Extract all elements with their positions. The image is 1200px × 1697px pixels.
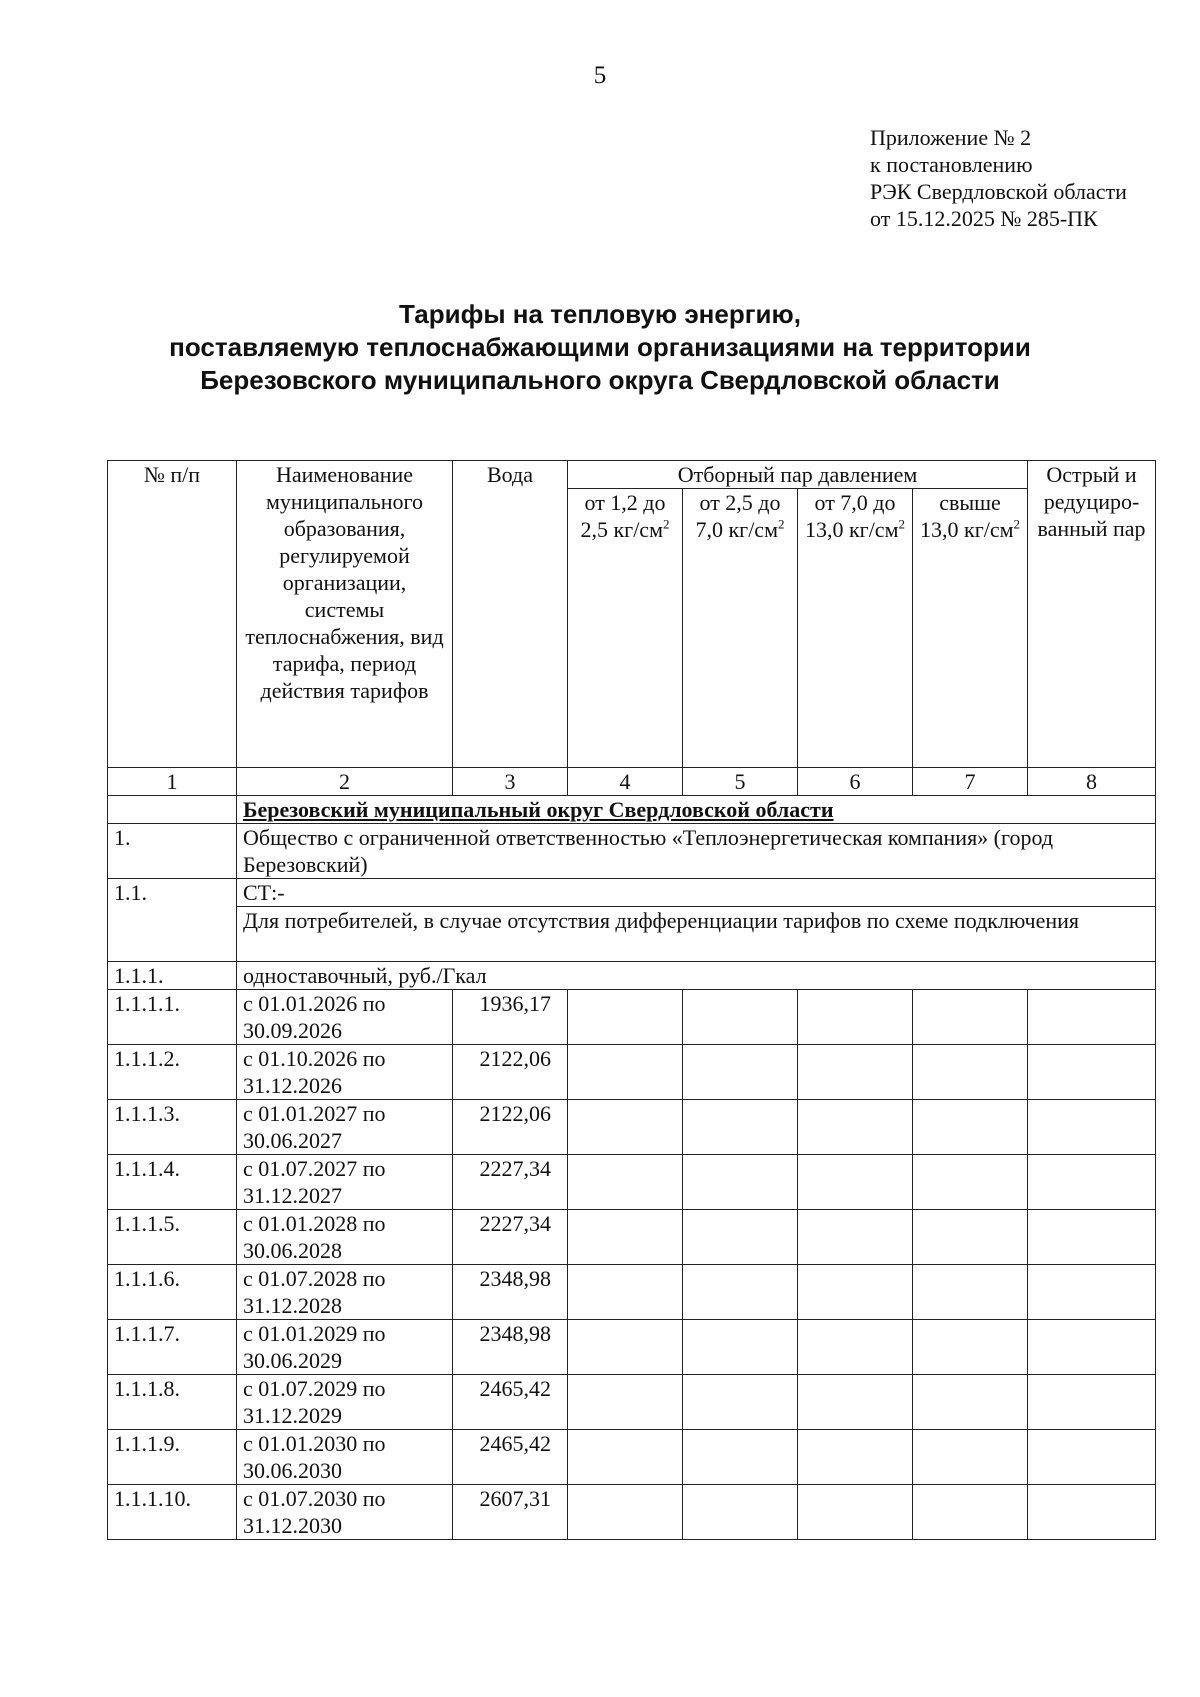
row-pressure-4-value bbox=[913, 1100, 1028, 1155]
section-num-cell bbox=[108, 796, 237, 824]
row-pressure-4-value bbox=[913, 1155, 1028, 1210]
row-pressure-1-value bbox=[568, 990, 683, 1045]
row-pressure-4-value bbox=[913, 1265, 1028, 1320]
row-period: с 01.07.2029 по 31.12.2029 bbox=[237, 1375, 453, 1430]
row-water-value: 2348,98 bbox=[453, 1320, 568, 1375]
row-pressure-4-value bbox=[913, 1375, 1028, 1430]
col-number: 3 bbox=[453, 768, 568, 796]
appendix-line-2: к постановлению bbox=[870, 152, 1033, 177]
page-number: 5 bbox=[593, 62, 607, 89]
header-steam-group: Отборный пар давлением bbox=[568, 461, 1028, 489]
row-pressure-1-value bbox=[568, 1045, 683, 1100]
row-pressure-4-value bbox=[913, 1485, 1028, 1540]
row-pressure-2-value bbox=[683, 1320, 798, 1375]
row-pressure-2-value bbox=[683, 990, 798, 1045]
row-pressure-1-value bbox=[568, 1155, 683, 1210]
col-number: 7 bbox=[913, 768, 1028, 796]
row-pressure-4-value bbox=[913, 1045, 1028, 1100]
row-period: с 01.01.2028 по 30.06.2028 bbox=[237, 1210, 453, 1265]
row-num: 1.1.1.9. bbox=[108, 1430, 237, 1485]
row-period: с 01.01.2030 по 30.06.2030 bbox=[237, 1430, 453, 1485]
row-pressure-2-value bbox=[683, 1210, 798, 1265]
row-pressure-3-value bbox=[798, 1045, 913, 1100]
row-pressure-1-value bbox=[568, 1320, 683, 1375]
row-water-value: 2227,34 bbox=[453, 1210, 568, 1265]
header-pressure-3-text: от 7,0 до 13,0 кг/см bbox=[804, 490, 899, 542]
title-line-2: поставляемую теплоснабжающими организациями на территории bbox=[169, 332, 1031, 362]
superscript-2: 2 bbox=[1013, 516, 1021, 532]
row-period: с 01.07.2027 по 31.12.2027 bbox=[237, 1155, 453, 1210]
row-pressure-2-value bbox=[683, 1430, 798, 1485]
col-number: 8 bbox=[1028, 768, 1156, 796]
row-pressure-2-value bbox=[683, 1485, 798, 1540]
row-sharp-steam-value bbox=[1028, 1045, 1156, 1100]
org-num: 1. bbox=[108, 824, 237, 879]
row-water-value: 2465,42 bbox=[453, 1375, 568, 1430]
col-number: 4 bbox=[568, 768, 683, 796]
row-num: 1.1.1.6. bbox=[108, 1265, 237, 1320]
tariff-rows bbox=[108, 990, 1156, 1540]
table-row bbox=[108, 1320, 1156, 1375]
header-pressure-1-text: от 1,2 до 2,5 кг/см bbox=[580, 490, 666, 542]
row-num: 1.1.1.1. bbox=[108, 990, 237, 1045]
col-number: 1 bbox=[108, 768, 237, 796]
row-water-value: 1936,17 bbox=[453, 990, 568, 1045]
table-row bbox=[108, 1485, 1156, 1540]
row-pressure-1-value bbox=[568, 1210, 683, 1265]
header-pressure-4 bbox=[913, 489, 1028, 768]
appendix-line-1: Приложение № 2 bbox=[870, 125, 1032, 150]
appendix-line-3: РЭК Свердловской области bbox=[870, 179, 1127, 204]
col-number: 5 bbox=[683, 768, 798, 796]
row-sharp-steam-value bbox=[1028, 1210, 1156, 1265]
table-row bbox=[108, 1045, 1156, 1100]
row-water-value: 2348,98 bbox=[453, 1265, 568, 1320]
row-pressure-1-value bbox=[568, 1265, 683, 1320]
table-row bbox=[108, 1375, 1156, 1430]
row-water-value: 2607,31 bbox=[453, 1485, 568, 1540]
header-name: Наименование муниципального образования, регулируемой организации, системы теплоснабжения, вид тарифа, период действия тарифов bbox=[237, 461, 453, 768]
row-period: с 01.01.2026 по 30.09.2026 bbox=[237, 990, 453, 1045]
header-pressure-4-text: свыше 13,0 кг/см bbox=[920, 490, 1014, 542]
row-pressure-3-value bbox=[798, 1265, 913, 1320]
superscript-2: 2 bbox=[898, 516, 905, 532]
row-pressure-4-value bbox=[913, 990, 1028, 1045]
row-pressure-3-value bbox=[798, 990, 913, 1045]
document-title bbox=[0, 298, 1200, 397]
table-row bbox=[108, 1265, 1156, 1320]
superscript-2: 2 bbox=[663, 516, 670, 532]
system-num: 1.1. bbox=[108, 879, 237, 962]
row-pressure-2-value bbox=[683, 1375, 798, 1430]
row-pressure-3-value bbox=[798, 1320, 913, 1375]
header-num: № п/п bbox=[108, 461, 237, 768]
table-row bbox=[108, 1100, 1156, 1155]
row-water-value: 2465,42 bbox=[453, 1430, 568, 1485]
title-line-1: Тарифы на тепловую энергию, bbox=[399, 299, 801, 329]
tariff-type-name: одноставочный, руб./Гкал bbox=[237, 962, 1156, 990]
org-row bbox=[108, 824, 1156, 879]
header-pressure-2 bbox=[683, 489, 798, 768]
table-row bbox=[108, 990, 1156, 1045]
table-row bbox=[108, 1210, 1156, 1265]
row-water-value: 2122,06 bbox=[453, 1100, 568, 1155]
row-num: 1.1.1.4. bbox=[108, 1155, 237, 1210]
row-pressure-3-value bbox=[798, 1485, 913, 1540]
table-row bbox=[108, 1430, 1156, 1485]
column-number-row bbox=[108, 768, 1156, 796]
row-sharp-steam-value bbox=[1028, 1265, 1156, 1320]
row-num: 1.1.1.8. bbox=[108, 1375, 237, 1430]
row-period: с 01.01.2029 по 30.06.2029 bbox=[237, 1320, 453, 1375]
row-pressure-4-value bbox=[913, 1320, 1028, 1375]
header-pressure-1 bbox=[568, 489, 683, 768]
row-pressure-2-value bbox=[683, 1100, 798, 1155]
row-num: 1.1.1.7. bbox=[108, 1320, 237, 1375]
consumers-row bbox=[108, 907, 1156, 962]
row-num: 1.1.1.10. bbox=[108, 1485, 237, 1540]
row-sharp-steam-value bbox=[1028, 1430, 1156, 1485]
header-pressure-2-text: от 2,5 до 7,0 кг/см bbox=[695, 490, 781, 542]
row-pressure-1-value bbox=[568, 1375, 683, 1430]
superscript-2: 2 bbox=[778, 516, 785, 532]
header-water: Вода bbox=[453, 461, 568, 768]
section-row bbox=[108, 796, 1156, 824]
row-pressure-1-value bbox=[568, 1485, 683, 1540]
row-water-value: 2227,34 bbox=[453, 1155, 568, 1210]
row-sharp-steam-value bbox=[1028, 990, 1156, 1045]
row-sharp-steam-value bbox=[1028, 1320, 1156, 1375]
consumers-text: Для потребителей, в случае отсутствия дифференциации тарифов по схеме подключения bbox=[237, 907, 1156, 962]
system-row bbox=[108, 879, 1156, 907]
row-sharp-steam-value bbox=[1028, 1155, 1156, 1210]
row-period: с 01.10.2026 по 31.12.2026 bbox=[237, 1045, 453, 1100]
row-pressure-1-value bbox=[568, 1100, 683, 1155]
row-pressure-3-value bbox=[798, 1375, 913, 1430]
row-pressure-3-value bbox=[798, 1155, 913, 1210]
row-pressure-3-value bbox=[798, 1100, 913, 1155]
row-pressure-1-value bbox=[568, 1430, 683, 1485]
appendix-line-4: от 15.12.2025 № 285-ПК bbox=[870, 206, 1098, 231]
row-period: с 01.01.2027 по 30.06.2027 bbox=[237, 1100, 453, 1155]
col-number: 2 bbox=[237, 768, 453, 796]
row-num: 1.1.1.5. bbox=[108, 1210, 237, 1265]
row-sharp-steam-value bbox=[1028, 1375, 1156, 1430]
row-pressure-4-value bbox=[913, 1210, 1028, 1265]
row-period: с 01.07.2030 по 31.12.2030 bbox=[237, 1485, 453, 1540]
col-number: 6 bbox=[798, 768, 913, 796]
row-pressure-4-value bbox=[913, 1430, 1028, 1485]
row-water-value: 2122,06 bbox=[453, 1045, 568, 1100]
section-title: Березовский муниципальный округ Свердловской области bbox=[237, 796, 1156, 824]
row-sharp-steam-value bbox=[1028, 1485, 1156, 1540]
tariff-type-row bbox=[108, 962, 1156, 990]
row-pressure-2-value bbox=[683, 1265, 798, 1320]
row-num: 1.1.1.2. bbox=[108, 1045, 237, 1100]
tariff-table bbox=[107, 460, 1156, 1540]
row-sharp-steam-value bbox=[1028, 1100, 1156, 1155]
header-row-1 bbox=[108, 461, 1156, 489]
org-name: Общество с ограниченной ответственностью «Теплоэнергетическая компания» (город Березовский) bbox=[237, 824, 1156, 879]
row-pressure-3-value bbox=[798, 1430, 913, 1485]
row-pressure-3-value bbox=[798, 1210, 913, 1265]
header-sharp-steam: Острый и редуциро-ванный пар bbox=[1028, 461, 1156, 768]
tariff-type-num: 1.1.1. bbox=[108, 962, 237, 990]
system-name: СТ:- bbox=[237, 879, 1156, 907]
appendix-reference bbox=[870, 124, 1127, 232]
row-period: с 01.07.2028 по 31.12.2028 bbox=[237, 1265, 453, 1320]
row-num: 1.1.1.3. bbox=[108, 1100, 237, 1155]
row-pressure-2-value bbox=[683, 1155, 798, 1210]
row-pressure-2-value bbox=[683, 1045, 798, 1100]
title-line-3: Березовского муниципального округа Свердловской области bbox=[200, 365, 1000, 395]
header-pressure-3 bbox=[798, 489, 913, 768]
table-row bbox=[108, 1155, 1156, 1210]
